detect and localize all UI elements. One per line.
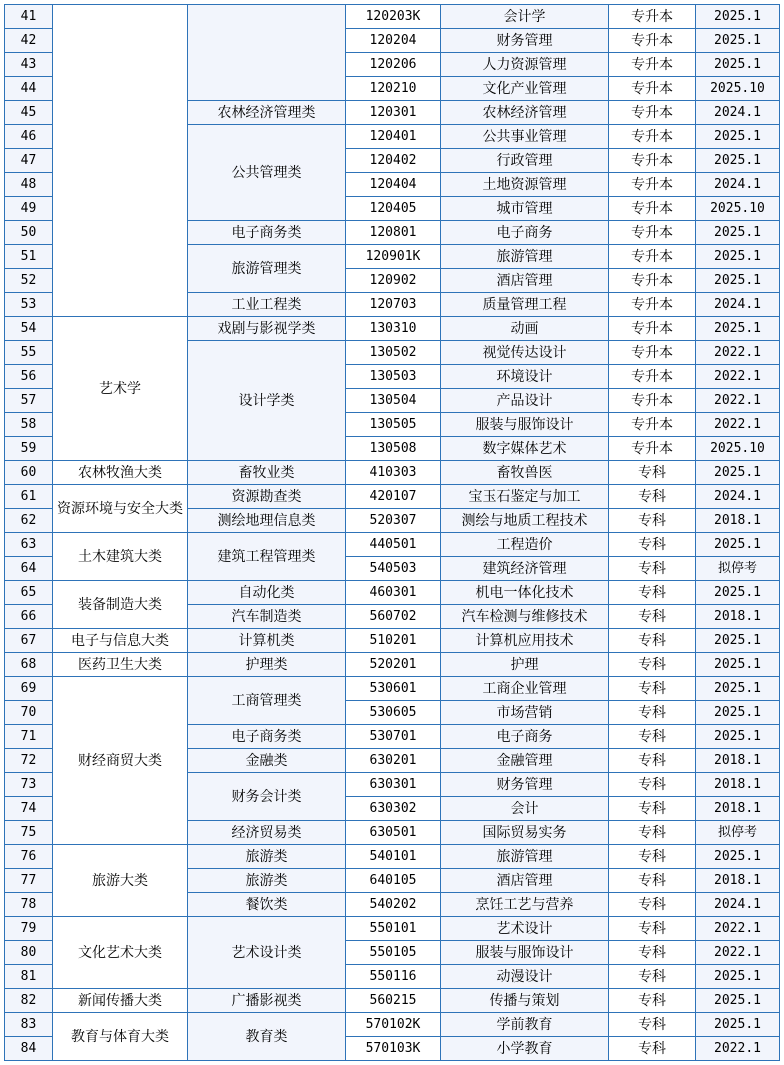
level-cell: 专升本 <box>609 221 696 245</box>
level-cell: 专科 <box>609 821 696 845</box>
row-number-cell: 77 <box>5 869 53 893</box>
start-date-cell: 2025.1 <box>696 221 780 245</box>
level-cell: 专科 <box>609 893 696 917</box>
category-cell: 教育与体育大类 <box>53 1013 188 1061</box>
major-name-cell: 市场营销 <box>441 701 609 725</box>
subcategory-cell: 戏剧与影视学类 <box>188 317 346 341</box>
subcategory-cell: 教育类 <box>188 1013 346 1061</box>
major-name-cell: 公共事业管理 <box>441 125 609 149</box>
major-name-cell: 财务管理 <box>441 773 609 797</box>
subcategory-cell <box>188 5 346 101</box>
start-date-cell: 2025.10 <box>696 437 780 461</box>
level-cell: 专科 <box>609 509 696 533</box>
major-code-cell: 560702 <box>346 605 441 629</box>
level-cell: 专科 <box>609 725 696 749</box>
row-number-cell: 83 <box>5 1013 53 1037</box>
start-date-cell: 2025.1 <box>696 845 780 869</box>
subcategory-cell: 电子商务类 <box>188 725 346 749</box>
major-code-cell: 130503 <box>346 365 441 389</box>
major-code-cell: 120402 <box>346 149 441 173</box>
level-cell: 专科 <box>609 533 696 557</box>
row-number-cell: 75 <box>5 821 53 845</box>
major-code-cell: 510201 <box>346 629 441 653</box>
start-date-cell: 2022.1 <box>696 365 780 389</box>
major-list-table <box>4 4 780 1061</box>
major-name-cell: 小学教育 <box>441 1037 609 1061</box>
row-number-cell: 72 <box>5 749 53 773</box>
major-name-cell: 国际贸易实务 <box>441 821 609 845</box>
major-code-cell: 120206 <box>346 53 441 77</box>
row-number-cell: 50 <box>5 221 53 245</box>
major-name-cell: 金融管理 <box>441 749 609 773</box>
table-row <box>5 917 780 941</box>
start-date-cell: 2018.1 <box>696 797 780 821</box>
level-cell: 专升本 <box>609 341 696 365</box>
major-name-cell: 质量管理工程 <box>441 293 609 317</box>
table-row <box>5 677 780 701</box>
row-number-cell: 82 <box>5 989 53 1013</box>
subcategory-cell: 汽车制造类 <box>188 605 346 629</box>
row-number-cell: 66 <box>5 605 53 629</box>
subcategory-cell: 旅游类 <box>188 869 346 893</box>
row-number-cell: 60 <box>5 461 53 485</box>
major-name-cell: 财务管理 <box>441 29 609 53</box>
start-date-cell: 2018.1 <box>696 749 780 773</box>
row-number-cell: 80 <box>5 941 53 965</box>
level-cell: 专科 <box>609 989 696 1013</box>
row-number-cell: 79 <box>5 917 53 941</box>
major-name-cell: 城市管理 <box>441 197 609 221</box>
row-number-cell: 73 <box>5 773 53 797</box>
level-cell: 专升本 <box>609 173 696 197</box>
start-date-cell: 2025.1 <box>696 533 780 557</box>
major-code-cell: 130505 <box>346 413 441 437</box>
major-code-cell: 120703 <box>346 293 441 317</box>
start-date-cell: 2018.1 <box>696 773 780 797</box>
subcategory-cell: 计算机类 <box>188 629 346 653</box>
major-name-cell: 电子商务 <box>441 725 609 749</box>
row-number-cell: 41 <box>5 5 53 29</box>
level-cell: 专科 <box>609 1013 696 1037</box>
level-cell: 专升本 <box>609 101 696 125</box>
start-date-cell: 2025.1 <box>696 53 780 77</box>
table-row <box>5 653 780 677</box>
table-row <box>5 845 780 869</box>
level-cell: 专科 <box>609 605 696 629</box>
major-name-cell: 艺术设计 <box>441 917 609 941</box>
major-code-cell: 570102K <box>346 1013 441 1037</box>
start-date-cell: 2022.1 <box>696 1037 780 1061</box>
major-name-cell: 计算机应用技术 <box>441 629 609 653</box>
start-date-cell: 2022.1 <box>696 413 780 437</box>
level-cell: 专科 <box>609 485 696 509</box>
major-name-cell: 数字媒体艺术 <box>441 437 609 461</box>
major-name-cell: 文化产业管理 <box>441 77 609 101</box>
level-cell: 专科 <box>609 773 696 797</box>
major-name-cell: 测绘与地质工程技术 <box>441 509 609 533</box>
subcategory-cell: 财务会计类 <box>188 773 346 821</box>
row-number-cell: 61 <box>5 485 53 509</box>
start-date-cell: 2025.1 <box>696 125 780 149</box>
major-code-cell: 550101 <box>346 917 441 941</box>
level-cell: 专科 <box>609 941 696 965</box>
start-date-cell: 2025.1 <box>696 677 780 701</box>
start-date-cell: 2022.1 <box>696 341 780 365</box>
major-name-cell: 产品设计 <box>441 389 609 413</box>
start-date-cell: 2025.1 <box>696 989 780 1013</box>
row-number-cell: 70 <box>5 701 53 725</box>
row-number-cell: 55 <box>5 341 53 365</box>
major-name-cell: 旅游管理 <box>441 845 609 869</box>
major-name-cell: 行政管理 <box>441 149 609 173</box>
category-cell: 农林牧渔大类 <box>53 461 188 485</box>
level-cell: 专科 <box>609 749 696 773</box>
level-cell: 专升本 <box>609 413 696 437</box>
start-date-cell: 2025.1 <box>696 245 780 269</box>
start-date-cell: 2025.1 <box>696 461 780 485</box>
table-row <box>5 485 780 509</box>
subcategory-cell: 公共管理类 <box>188 125 346 221</box>
row-number-cell: 67 <box>5 629 53 653</box>
subcategory-cell: 设计学类 <box>188 341 346 461</box>
start-date-cell: 2018.1 <box>696 869 780 893</box>
major-code-cell: 420107 <box>346 485 441 509</box>
major-code-cell: 130502 <box>346 341 441 365</box>
start-date-cell: 2025.1 <box>696 29 780 53</box>
table-row <box>5 581 780 605</box>
major-code-cell: 540101 <box>346 845 441 869</box>
major-code-cell: 630501 <box>346 821 441 845</box>
category-cell: 电子与信息大类 <box>53 629 188 653</box>
major-name-cell: 酒店管理 <box>441 269 609 293</box>
major-name-cell: 电子商务 <box>441 221 609 245</box>
major-name-cell: 农林经济管理 <box>441 101 609 125</box>
row-number-cell: 58 <box>5 413 53 437</box>
subcategory-cell: 工商管理类 <box>188 677 346 725</box>
major-code-cell: 120404 <box>346 173 441 197</box>
start-date-cell: 2024.1 <box>696 293 780 317</box>
start-date-cell: 2025.10 <box>696 197 780 221</box>
start-date-cell: 2025.1 <box>696 149 780 173</box>
major-name-cell: 服装与服饰设计 <box>441 941 609 965</box>
major-name-cell: 工程造价 <box>441 533 609 557</box>
major-code-cell: 560215 <box>346 989 441 1013</box>
major-code-cell: 520201 <box>346 653 441 677</box>
subcategory-cell: 餐饮类 <box>188 893 346 917</box>
major-name-cell: 护理 <box>441 653 609 677</box>
start-date-cell: 2025.1 <box>696 269 780 293</box>
category-cell <box>53 5 188 317</box>
subcategory-cell: 测绘地理信息类 <box>188 509 346 533</box>
major-name-cell: 烹饪工艺与营养 <box>441 893 609 917</box>
level-cell: 专升本 <box>609 125 696 149</box>
table-row <box>5 317 780 341</box>
major-code-cell: 460301 <box>346 581 441 605</box>
level-cell: 专升本 <box>609 293 696 317</box>
row-number-cell: 74 <box>5 797 53 821</box>
row-number-cell: 47 <box>5 149 53 173</box>
start-date-cell: 2018.1 <box>696 605 780 629</box>
level-cell: 专科 <box>609 1037 696 1061</box>
major-code-cell: 120801 <box>346 221 441 245</box>
level-cell: 专升本 <box>609 29 696 53</box>
subcategory-cell: 电子商务类 <box>188 221 346 245</box>
major-code-cell: 570103K <box>346 1037 441 1061</box>
major-name-cell: 人力资源管理 <box>441 53 609 77</box>
subcategory-cell: 资源勘查类 <box>188 485 346 509</box>
row-number-cell: 49 <box>5 197 53 221</box>
row-number-cell: 81 <box>5 965 53 989</box>
subcategory-cell: 旅游类 <box>188 845 346 869</box>
major-code-cell: 530701 <box>346 725 441 749</box>
major-code-cell: 120203K <box>346 5 441 29</box>
level-cell: 专科 <box>609 461 696 485</box>
row-number-cell: 76 <box>5 845 53 869</box>
category-cell: 财经商贸大类 <box>53 677 188 845</box>
major-code-cell: 530605 <box>346 701 441 725</box>
row-number-cell: 65 <box>5 581 53 605</box>
level-cell: 专升本 <box>609 437 696 461</box>
major-code-cell: 550116 <box>346 965 441 989</box>
category-cell: 文化艺术大类 <box>53 917 188 989</box>
level-cell: 专科 <box>609 965 696 989</box>
major-code-cell: 120401 <box>346 125 441 149</box>
level-cell: 专升本 <box>609 245 696 269</box>
level-cell: 专科 <box>609 845 696 869</box>
major-code-cell: 120902 <box>346 269 441 293</box>
start-date-cell: 2025.1 <box>696 629 780 653</box>
subcategory-cell: 金融类 <box>188 749 346 773</box>
start-date-cell: 2024.1 <box>696 893 780 917</box>
row-number-cell: 43 <box>5 53 53 77</box>
row-number-cell: 48 <box>5 173 53 197</box>
start-date-cell: 2025.1 <box>696 581 780 605</box>
major-code-cell: 540202 <box>346 893 441 917</box>
row-number-cell: 42 <box>5 29 53 53</box>
major-code-cell: 120204 <box>346 29 441 53</box>
start-date-cell: 2022.1 <box>696 941 780 965</box>
subcategory-cell: 畜牧业类 <box>188 461 346 485</box>
level-cell: 专科 <box>609 797 696 821</box>
start-date-cell: 2025.10 <box>696 77 780 101</box>
row-number-cell: 56 <box>5 365 53 389</box>
major-name-cell: 动漫设计 <box>441 965 609 989</box>
subcategory-cell: 自动化类 <box>188 581 346 605</box>
row-number-cell: 64 <box>5 557 53 581</box>
level-cell: 专科 <box>609 701 696 725</box>
category-cell: 资源环境与安全大类 <box>53 485 188 533</box>
level-cell: 专科 <box>609 581 696 605</box>
major-code-cell: 550105 <box>346 941 441 965</box>
start-date-cell: 2025.1 <box>696 653 780 677</box>
table-row <box>5 533 780 557</box>
level-cell: 专升本 <box>609 77 696 101</box>
start-date-cell: 2022.1 <box>696 917 780 941</box>
row-number-cell: 46 <box>5 125 53 149</box>
subcategory-cell: 农林经济管理类 <box>188 101 346 125</box>
category-cell: 新闻传播大类 <box>53 989 188 1013</box>
major-name-cell: 土地资源管理 <box>441 173 609 197</box>
level-cell: 专升本 <box>609 317 696 341</box>
level-cell: 专科 <box>609 557 696 581</box>
major-name-cell: 畜牧兽医 <box>441 461 609 485</box>
row-number-cell: 69 <box>5 677 53 701</box>
category-cell: 艺术学 <box>53 317 188 461</box>
level-cell: 专升本 <box>609 269 696 293</box>
major-code-cell: 410303 <box>346 461 441 485</box>
start-date-cell: 2025.1 <box>696 701 780 725</box>
start-date-cell: 2025.1 <box>696 965 780 989</box>
row-number-cell: 51 <box>5 245 53 269</box>
table-row <box>5 629 780 653</box>
level-cell: 专升本 <box>609 365 696 389</box>
major-code-cell: 120301 <box>346 101 441 125</box>
subcategory-cell: 工业工程类 <box>188 293 346 317</box>
major-name-cell: 会计 <box>441 797 609 821</box>
major-name-cell: 酒店管理 <box>441 869 609 893</box>
level-cell: 专升本 <box>609 53 696 77</box>
start-date-cell: 2024.1 <box>696 101 780 125</box>
major-code-cell: 520307 <box>346 509 441 533</box>
level-cell: 专科 <box>609 917 696 941</box>
subcategory-cell: 广播影视类 <box>188 989 346 1013</box>
level-cell: 专升本 <box>609 149 696 173</box>
category-cell: 医药卫生大类 <box>53 653 188 677</box>
row-number-cell: 63 <box>5 533 53 557</box>
major-name-cell: 汽车检测与维修技术 <box>441 605 609 629</box>
major-name-cell: 会计学 <box>441 5 609 29</box>
major-code-cell: 640105 <box>346 869 441 893</box>
subcategory-cell: 建筑工程管理类 <box>188 533 346 581</box>
major-code-cell: 120210 <box>346 77 441 101</box>
row-number-cell: 84 <box>5 1037 53 1061</box>
major-name-cell: 动画 <box>441 317 609 341</box>
subcategory-cell: 护理类 <box>188 653 346 677</box>
row-number-cell: 52 <box>5 269 53 293</box>
major-name-cell: 视觉传达设计 <box>441 341 609 365</box>
subcategory-cell: 经济贸易类 <box>188 821 346 845</box>
table-row <box>5 989 780 1013</box>
row-number-cell: 54 <box>5 317 53 341</box>
level-cell: 专升本 <box>609 5 696 29</box>
row-number-cell: 53 <box>5 293 53 317</box>
major-name-cell: 服装与服饰设计 <box>441 413 609 437</box>
major-name-cell: 旅游管理 <box>441 245 609 269</box>
major-name-cell: 机电一体化技术 <box>441 581 609 605</box>
major-name-cell: 环境设计 <box>441 365 609 389</box>
major-name-cell: 传播与策划 <box>441 989 609 1013</box>
start-date-cell: 拟停考 <box>696 821 780 845</box>
table-row <box>5 5 780 29</box>
start-date-cell: 2024.1 <box>696 485 780 509</box>
major-name-cell: 宝玉石鉴定与加工 <box>441 485 609 509</box>
category-cell: 土木建筑大类 <box>53 533 188 581</box>
row-number-cell: 68 <box>5 653 53 677</box>
major-name-cell: 工商企业管理 <box>441 677 609 701</box>
table-row <box>5 461 780 485</box>
start-date-cell: 2025.1 <box>696 1013 780 1037</box>
major-code-cell: 540503 <box>346 557 441 581</box>
start-date-cell: 拟停考 <box>696 557 780 581</box>
start-date-cell: 2022.1 <box>696 389 780 413</box>
table-row <box>5 1013 780 1037</box>
level-cell: 专科 <box>609 653 696 677</box>
level-cell: 专科 <box>609 677 696 701</box>
major-code-cell: 440501 <box>346 533 441 557</box>
row-number-cell: 62 <box>5 509 53 533</box>
start-date-cell: 2025.1 <box>696 725 780 749</box>
major-name-cell: 学前教育 <box>441 1013 609 1037</box>
start-date-cell: 2025.1 <box>696 317 780 341</box>
category-cell: 装备制造大类 <box>53 581 188 629</box>
row-number-cell: 71 <box>5 725 53 749</box>
subcategory-cell: 旅游管理类 <box>188 245 346 293</box>
start-date-cell: 2024.1 <box>696 173 780 197</box>
level-cell: 专升本 <box>609 197 696 221</box>
major-code-cell: 120901K <box>346 245 441 269</box>
major-code-cell: 630201 <box>346 749 441 773</box>
row-number-cell: 44 <box>5 77 53 101</box>
major-code-cell: 130310 <box>346 317 441 341</box>
row-number-cell: 45 <box>5 101 53 125</box>
subcategory-cell: 艺术设计类 <box>188 917 346 989</box>
level-cell: 专科 <box>609 629 696 653</box>
level-cell: 专升本 <box>609 389 696 413</box>
major-code-cell: 630301 <box>346 773 441 797</box>
major-code-cell: 130508 <box>346 437 441 461</box>
major-code-cell: 630302 <box>346 797 441 821</box>
category-cell: 旅游大类 <box>53 845 188 917</box>
start-date-cell: 2025.1 <box>696 5 780 29</box>
row-number-cell: 78 <box>5 893 53 917</box>
major-code-cell: 530601 <box>346 677 441 701</box>
major-code-cell: 130504 <box>346 389 441 413</box>
row-number-cell: 59 <box>5 437 53 461</box>
major-name-cell: 建筑经济管理 <box>441 557 609 581</box>
start-date-cell: 2018.1 <box>696 509 780 533</box>
level-cell: 专科 <box>609 869 696 893</box>
row-number-cell: 57 <box>5 389 53 413</box>
major-code-cell: 120405 <box>346 197 441 221</box>
